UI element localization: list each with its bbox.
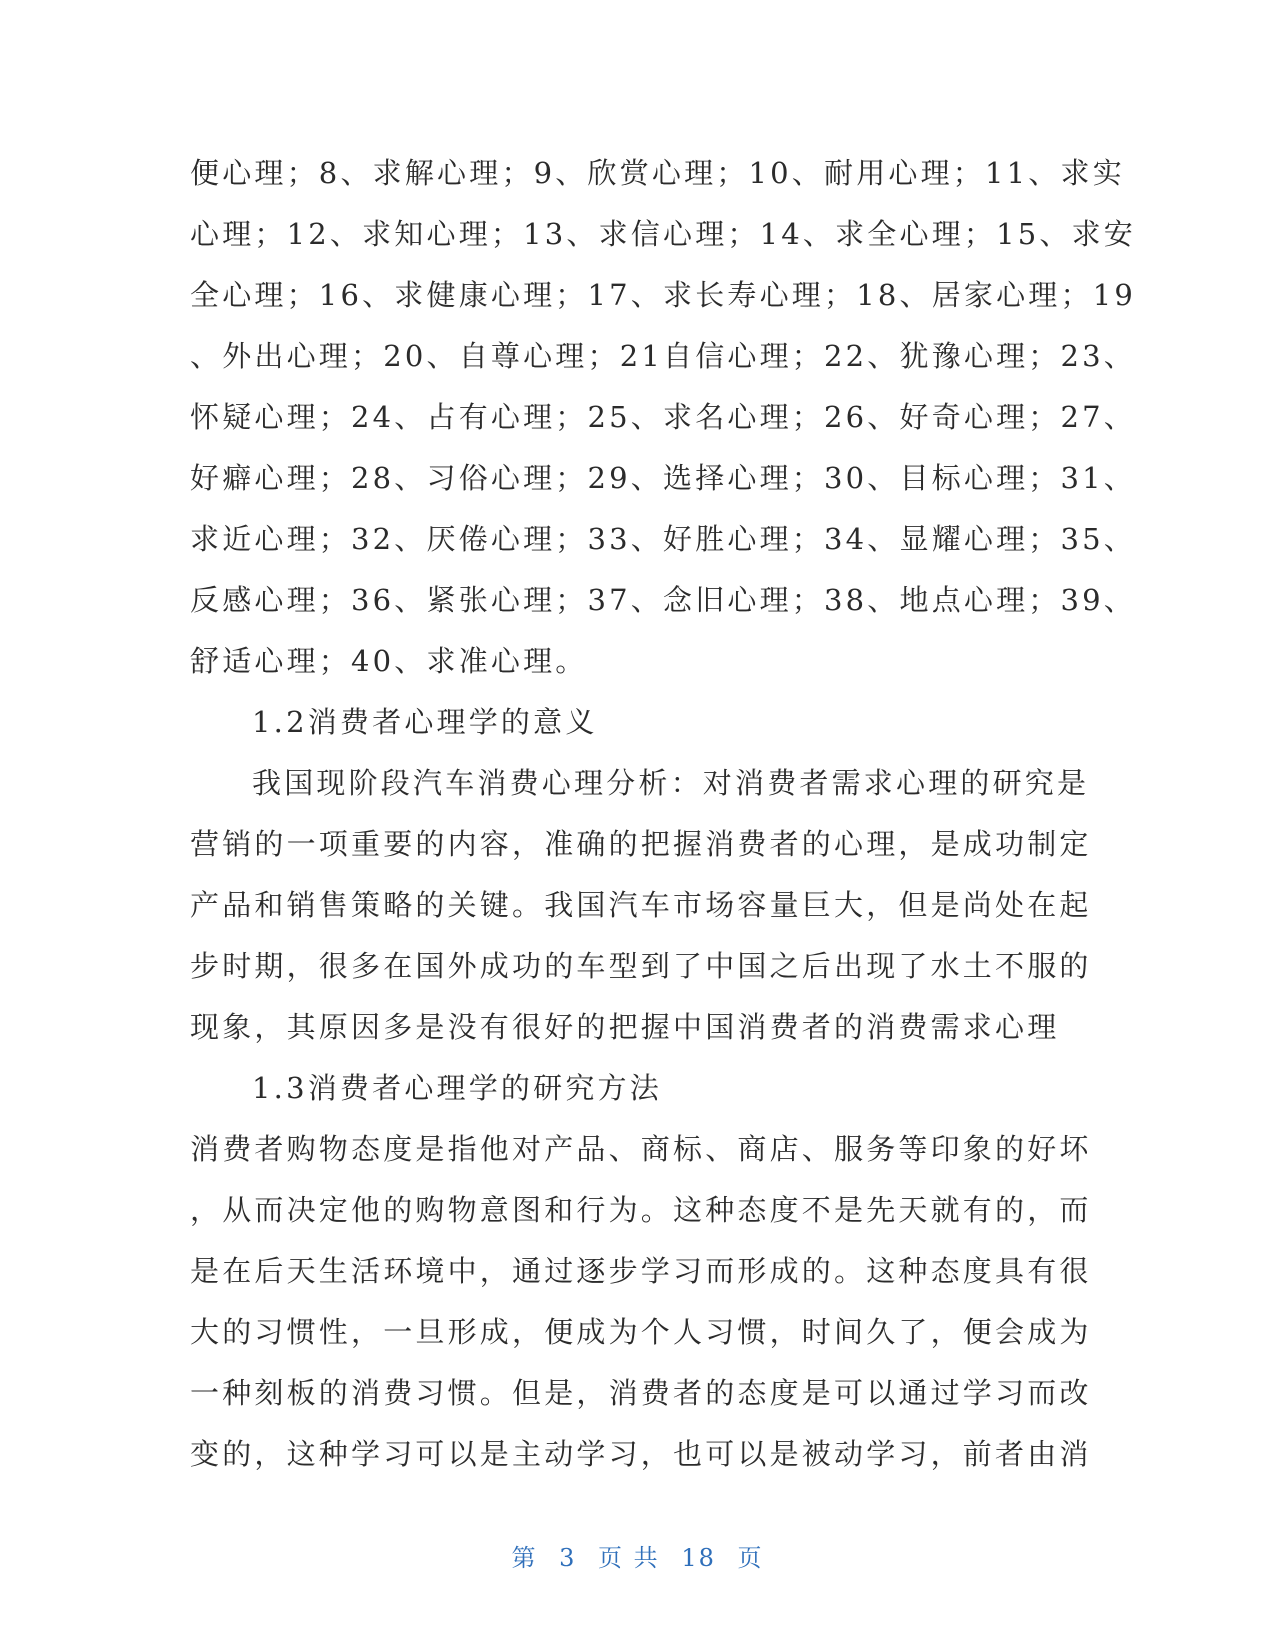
text-line: 好癖心理；28、习俗心理；29、选择心理；30、目标心理；31、 xyxy=(190,461,1137,495)
text-line: 变的，这种学习可以是主动学习，也可以是被动学习，前者由消 xyxy=(190,1437,1092,1471)
text-line: 一种刻板的消费习惯。但是，消费者的态度是可以通过学习而改 xyxy=(190,1376,1092,1410)
section-heading: 1.2消费者心理学的意义 xyxy=(252,705,598,739)
text-line: 消费者购物态度是指他对产品、商标、商店、服务等印象的好坏 xyxy=(190,1132,1092,1166)
text-line: 步时期，很多在国外成功的车型到了中国之后出现了水土不服的 xyxy=(190,949,1092,983)
text-line: 、外出心理；20、自尊心理；21自信心理；22、犹豫心理；23、 xyxy=(190,339,1137,373)
text-line: 便心理；8、求解心理；9、欣赏心理；10、耐用心理；11、求实 xyxy=(190,156,1125,190)
text-line: 产品和销售策略的关键。我国汽车市场容量巨大，但是尚处在起 xyxy=(190,888,1092,922)
text-line: 是在后天生活环境中，通过逐步学习而形成的。这种态度具有很 xyxy=(190,1254,1092,1288)
text-line: 舒适心理；40、求准心理。 xyxy=(190,644,588,678)
text-line: 求近心理；32、厌倦心理；33、好胜心理；34、显耀心理；35、 xyxy=(190,522,1137,556)
text-line: 营销的一项重要的内容，准确的把握消费者的心理，是成功制定 xyxy=(190,827,1092,861)
footer-current-page: 3 xyxy=(559,1544,577,1572)
text-line: 反感心理；36、紧张心理；37、念旧心理；38、地点心理；39、 xyxy=(190,583,1137,617)
text-line: 怀疑心理；24、占有心理；25、求名心理；26、好奇心理；27、 xyxy=(190,400,1137,434)
section-heading: 1.3消费者心理学的研究方法 xyxy=(252,1071,662,1105)
footer-middle: 页 共 xyxy=(598,1544,660,1572)
footer-total-pages: 18 xyxy=(681,1544,716,1572)
footer-prefix: 第 xyxy=(511,1544,538,1572)
text-line: ，从而决定他的购物意图和行为。这种态度不是先天就有的，而 xyxy=(190,1193,1092,1227)
text-line: 我国现阶段汽车消费心理分析：对消费者需求心理的研究是 xyxy=(252,766,1090,800)
text-line: 现象，其原因多是没有很好的把握中国消费者的消费需求心理 xyxy=(190,1010,1060,1044)
text-line: 全心理；16、求健康心理；17、求长寿心理；18、居家心理；19 xyxy=(190,278,1137,312)
body-text xyxy=(190,143,1137,1485)
text-line: 大的习惯性，一旦形成，便成为个人习惯，时间久了，便会成为 xyxy=(190,1315,1092,1349)
page-footer xyxy=(0,1538,1275,1573)
footer-suffix: 页 xyxy=(737,1544,764,1572)
text-line: 心理；12、求知心理；13、求信心理；14、求全心理；15、求安 xyxy=(190,217,1137,251)
